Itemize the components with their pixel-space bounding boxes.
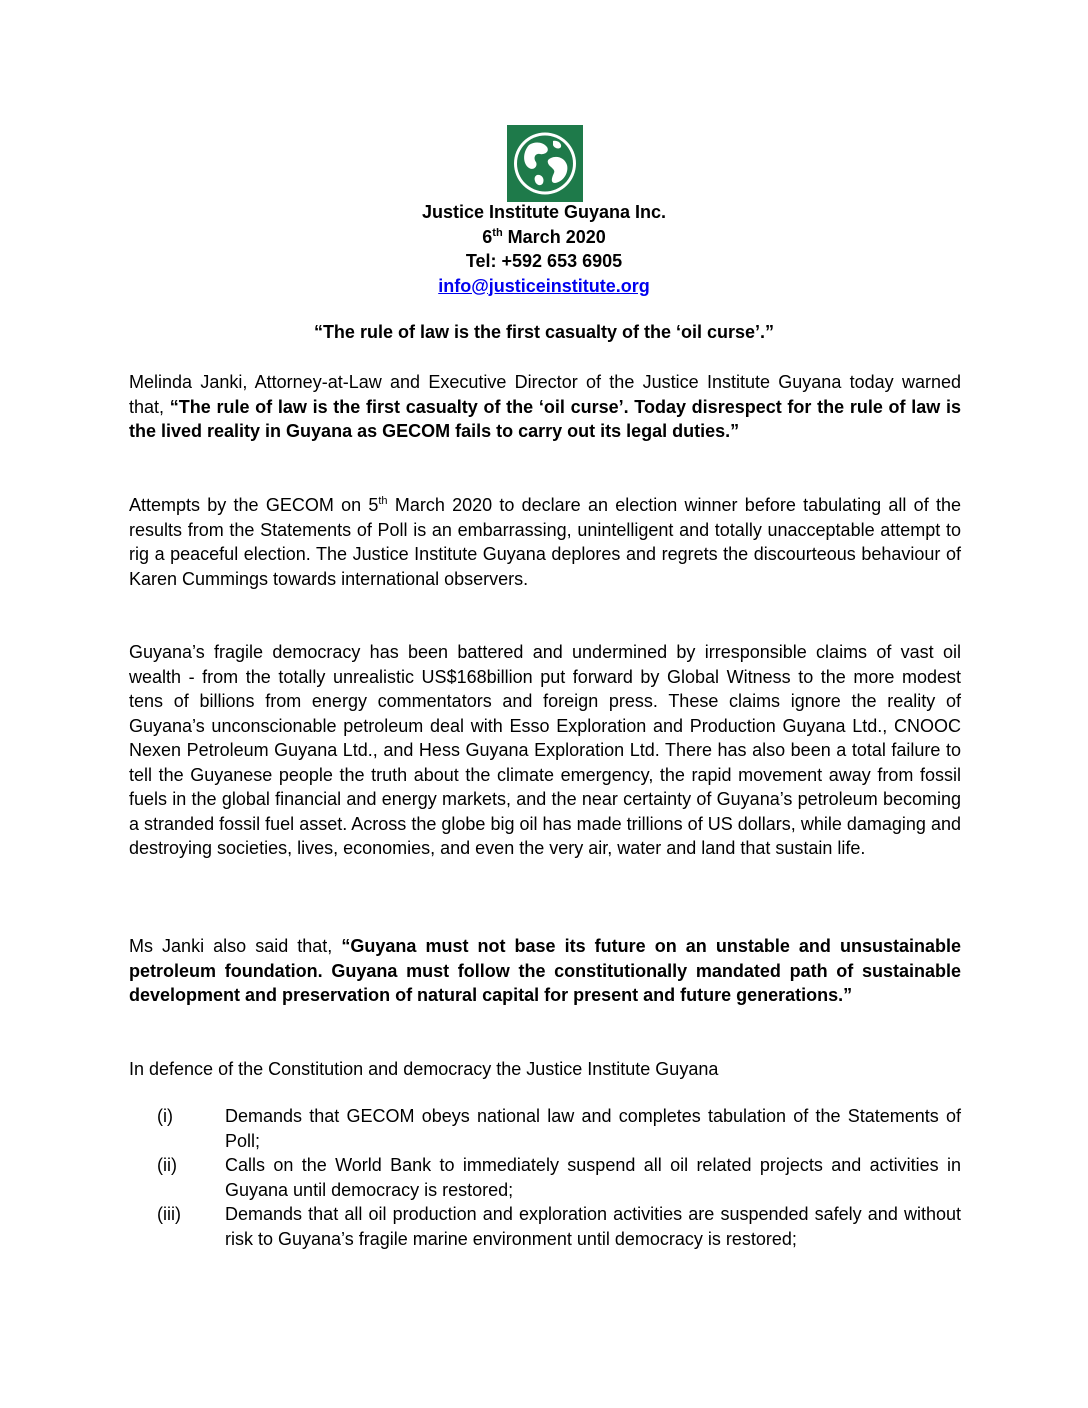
- list-item: [129, 1202, 961, 1251]
- globe-icon: [507, 125, 583, 202]
- date-rest: March 2020: [502, 226, 606, 247]
- list-item-text: Demands that all oil production and exploration activities are suspended safely and without risk to Guyana’s fragile marine environment until democracy is restored;: [225, 1204, 961, 1249]
- date-suffix: th: [492, 226, 503, 239]
- list-item-number: (iii): [157, 1204, 181, 1224]
- phone-number: Tel: +592 653 6905: [465, 251, 623, 271]
- p1-quote: “The rule of law is the first casualty of the ‘oil curse’. Today disrespect for the rule of law is the lived reality in Guyana as GECOM fails to carry out its legal duties.”: [129, 396, 961, 441]
- paragraph-5: In defence of the Constitution and democracy the Justice Institute Guyana: [129, 1059, 719, 1079]
- p4-quote: “Guyana must not base its future on an unstable and unsustainable petroleum foundation. Guyana must follow the constitutionally mandated path of sustainable development and preservation of natural capital for present and future generations.”: [129, 936, 961, 1005]
- email-link[interactable]: info@justiceinstitute.org: [438, 275, 650, 296]
- p1-text: Melinda Janki, Attorney-at-Law and Executive Director of the Justice Institute Guyana today warned that,: [129, 372, 961, 417]
- paragraph-2: [129, 493, 961, 591]
- org-name: Justice Institute Guyana Inc.: [421, 202, 667, 222]
- globe-logo: [507, 125, 583, 202]
- list-item: [129, 1153, 961, 1202]
- p2-sup: th: [378, 495, 388, 507]
- p2-text-b: March 2020 to declare an election winner before tabulating all of the results from the Statements of Poll is an embarrassing, unintelligent and totally unacceptable attempt to rig a peaceful election. The Justice Institute Guyana deplores and regrets the discourteous behaviour of Karen Cummings towards international observers.: [129, 495, 961, 589]
- press-date: [0, 225, 1088, 250]
- demands-list: [129, 1104, 961, 1251]
- list-item: [129, 1104, 961, 1153]
- paragraph-3: Guyana’s fragile democracy has been battered and undermined by irresponsible claims of vast oil wealth - from the totally unrealistic US$168billion put forward by Global Witness to the more modest tens of billions from energy commentators and foreign press. These claims ignore the reality of Guyana’s unconscionable petroleum deal with Esso Exploration and Production Guyana Ltd., CNOOC Nexen Petroleum Guyana Ltd., and Hess Guyana Exploration Ltd. There has also been a total failure to tell the Guyanese people the truth about the climate emergency, the rapid movement away from fossil fuels in the global financial and energy markets, and the near certainty of Guyana’s petroleum becoming a stranded fossil fuel asset. Across the globe big oil has made trillions of US dollars, while damaging and destroying societies, lives, economies, and even the very air, water and land that sustain life.: [129, 642, 961, 858]
- p2-text-a: Attempts by the GECOM on 5: [129, 495, 379, 515]
- list-item-text: Demands that GECOM obeys national law and completes tabulation of the Statements of Poll;: [225, 1106, 961, 1151]
- p4-text: Ms Janki also said that,: [129, 936, 342, 956]
- list-item-number: (ii): [157, 1155, 177, 1175]
- list-item-number: (i): [157, 1106, 173, 1126]
- paragraph-4: [129, 934, 961, 1008]
- paragraph-1: [129, 370, 961, 444]
- letterhead: [0, 200, 1088, 298]
- headline-quote: “The rule of law is the first casualty of the ‘oil curse’.”: [313, 322, 775, 342]
- date-day: 6: [482, 226, 493, 247]
- list-item-text: Calls on the World Bank to immediately suspend all oil related projects and activities in Guyana until democracy is restored;: [225, 1155, 961, 1200]
